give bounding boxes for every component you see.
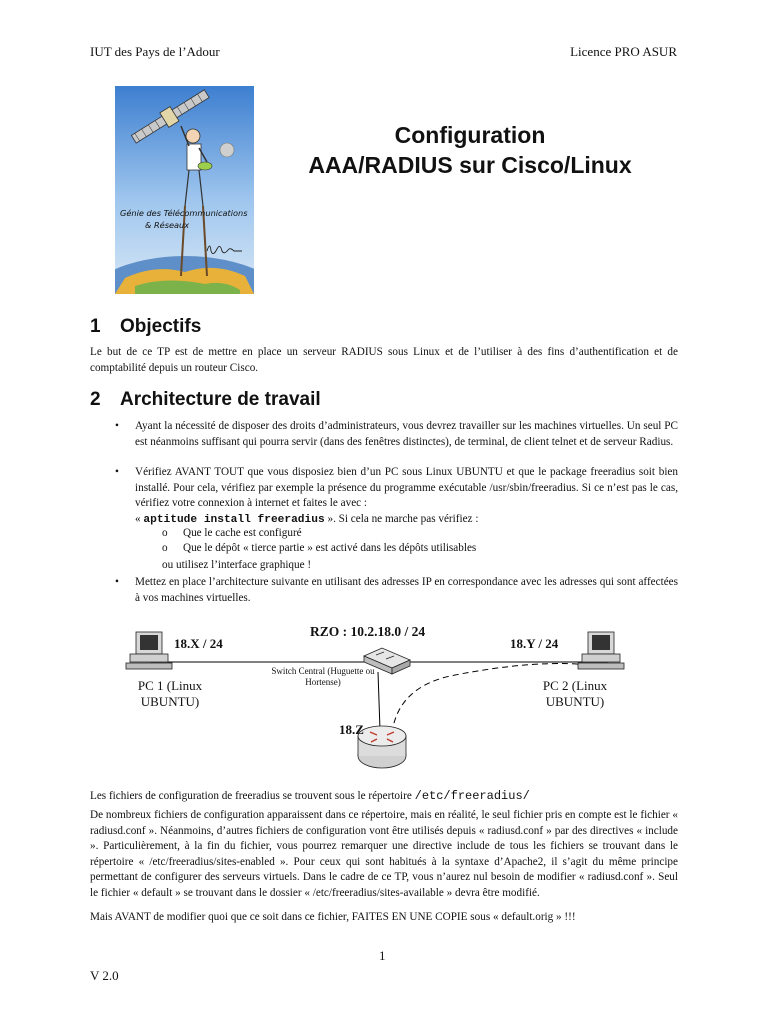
sub-item-2-text: Que le dépôt « tierce partie » est activé dans les dépôts utilisables (183, 542, 477, 554)
switch-label: Switch Central (Huguette ou Hortense) (271, 666, 375, 687)
version-label: V 2.0 (90, 968, 119, 983)
network-diagram (120, 618, 640, 783)
bullet-2 (115, 465, 678, 528)
section-1-title: Objectifs (120, 316, 202, 337)
section-1-number: 1 (90, 316, 101, 337)
cmd-prefix: « (135, 512, 144, 525)
section-2-title: Architecture de travail (120, 389, 321, 410)
config-dir-path: /etc/freeradius/ (414, 789, 530, 803)
config-dir-text: Les fichiers de configuration de freeradius se trouvent sous le répertoire (90, 790, 415, 802)
bullet-3 (115, 575, 678, 606)
pc2-network-label: 18.Y / 24 (510, 636, 559, 651)
cmd-suffix: ». Si cela ne marche pas vérifiez : (324, 512, 479, 525)
cover-line-2: & Réseaux (145, 220, 190, 230)
header-left: IUT des Pays de l’Adour (90, 44, 220, 59)
section-2-number: 2 (90, 389, 101, 410)
alt-instruction: ou utilisez l’interface graphique ! (162, 559, 312, 571)
bullet-1 (115, 419, 678, 450)
sub-item-1-text: Que le cache est configuré (183, 527, 302, 539)
pc1-network-label: 18.X / 24 (174, 636, 223, 651)
section-1-text: Le but de ce TP est de mettre en place un serveur RADIUS sous Linux et de l’utiliser à des fins d’authentification et de comptabilité depuis un routeur Cisco. (90, 346, 678, 374)
section-2-heading (90, 389, 321, 411)
cover-line-1: Génie des Télécommunications (120, 208, 248, 218)
bullet-1-text: Ayant la nécessité de disposer des droits d’administrateurs, vous devrez travailler sur les machines virtuelles. Un seul PC est néanmoins suffisant qui pourra servir (dans des fenêtres distinctes), de terminal, de client telnet et de serveur Radius. (135, 420, 678, 448)
bullet-dot: • (115, 576, 119, 588)
config-files-paragraph: De nombreux fichiers de configuration apparaissent dans ce répertoire, mais en réalité, le seul fichier pris en compte est le fichier « radiusd.conf ». Néanmoins, d’autres fichiers de configuration vont être utilisés depuis « radiusd.conf » par des directives « include ». Particulièrement, à la fin du fichier, vous pourrez remarquer une directive include de tous les fichiers se trouvant dans le répertoire « /etc/freeradius/sites-enabled ». Pour ceux qui sont habitués à la syntaxe d’Apache2, il s’agit du même principe permettant de configurer des serveurs virtuels. Dans le cadre de ce TP, vous n’aurez nul besoin de modifier « radiusd.conf ». Seul le fichier « default » se trouvant dans le dossier « /etc/freeradius/sites-available » devra être modifié. (90, 809, 678, 899)
router-icon (358, 726, 406, 768)
title-line-2: AAA/RADIUS sur Cisco/Linux (308, 152, 632, 178)
cover-illustration (115, 86, 254, 294)
rzo-label: RZO : 10.2.18.0 / 24 (310, 624, 426, 639)
section-1-heading (90, 316, 201, 338)
config-dir-paragraph (90, 789, 678, 805)
pc1-label: PC 1 (Linux UBUNTU) (137, 678, 203, 709)
bullet-dot: • (115, 420, 119, 432)
header-right: Licence PRO ASUR (570, 44, 677, 59)
page-title (255, 120, 685, 180)
bullet-dot: • (115, 466, 119, 478)
sub-item-1 (162, 526, 302, 542)
install-command: aptitude install freeradius (143, 513, 325, 526)
page-number: 1 (379, 948, 386, 963)
title-line-1: Configuration (394, 122, 546, 148)
router-label: 18.Z (339, 722, 364, 737)
sub-item-2 (162, 541, 477, 557)
bullet-2-text: Vérifiez AVANT TOUT que vous disposiez bien d’un PC sous Linux UBUNTU et que le package freeradius soit bien installé. Pour cela, vérifiez par exemple la présence du programme exécutable /usr/sbin/freeradius. Si ce n’est pas le cas, vérifiez votre connexion à internet et faites le avec : (135, 466, 678, 509)
bullet-3-text: Mettez en place l’architecture suivante en utilisant des adresses IP en correspondance avec les adresses qui sont affectées à vos machines virtuelles. (135, 576, 678, 604)
backup-warning: Mais AVANT de modifier quoi que ce soit dans ce fichier, FAITES EN UNE COPIE sous « default.orig » !!! (90, 911, 576, 923)
pc2-label: PC 2 (Linux UBUNTU) (542, 678, 608, 709)
pc2-computer-icon (578, 632, 624, 669)
circle-bullet-icon: o (162, 542, 168, 554)
pc1-computer-icon (126, 632, 172, 669)
circle-bullet-icon: o (162, 527, 168, 539)
